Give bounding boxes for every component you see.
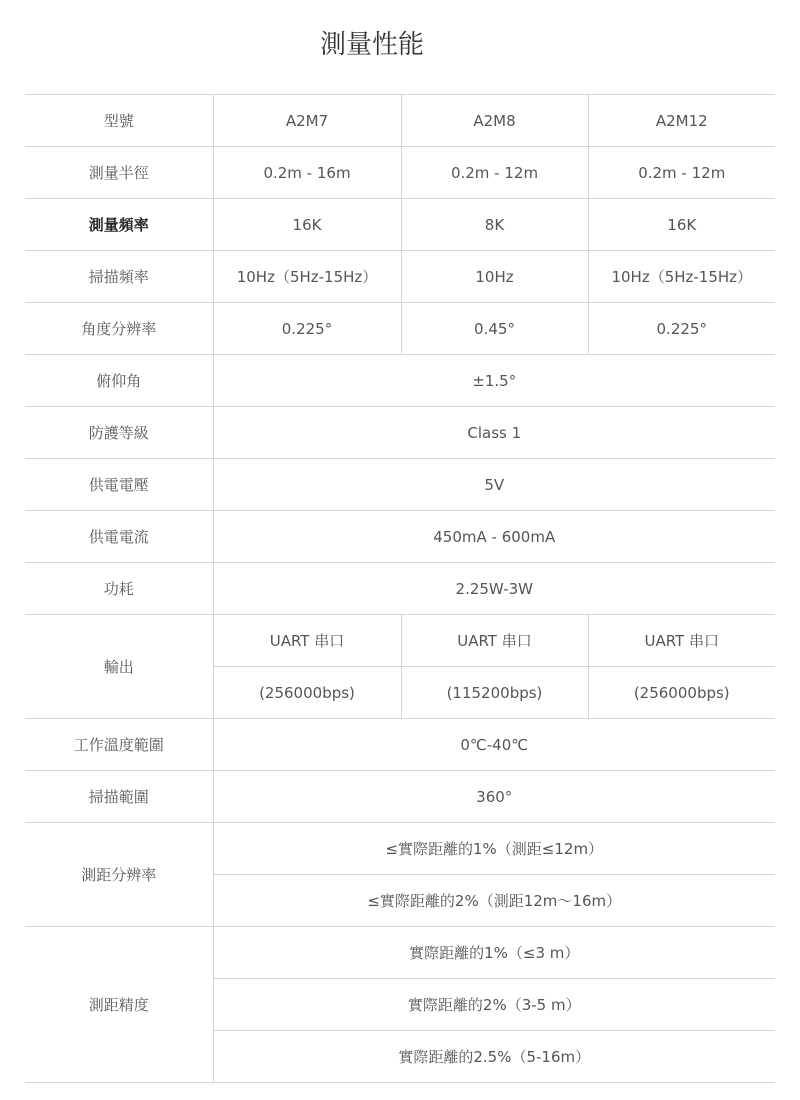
cell-a2m7: (256000bps) xyxy=(213,667,401,719)
row-label: 掃描範圍 xyxy=(25,771,213,823)
cell-a2m7: A2M7 xyxy=(213,95,401,147)
table-row-sample-rate xyxy=(25,199,775,251)
cell-a2m12: UART 串口 xyxy=(588,615,775,667)
table-row-angular-resolution xyxy=(25,303,775,355)
row-label: 工作溫度範圍 xyxy=(25,719,213,771)
cell-a2m12: (256000bps) xyxy=(588,667,775,719)
spec-table xyxy=(25,94,775,1083)
table-row-range xyxy=(25,147,775,199)
table-row-scan-rate xyxy=(25,251,775,303)
row-label: 功耗 xyxy=(25,563,213,615)
row-label: 輸出 xyxy=(25,615,213,719)
table-row-power xyxy=(25,563,775,615)
cell-shared: 5V xyxy=(213,459,775,511)
row-label: 供電電壓 xyxy=(25,459,213,511)
table-row-model xyxy=(25,95,775,147)
cell-a2m8: A2M8 xyxy=(401,95,588,147)
row-label: 供電電流 xyxy=(25,511,213,563)
row-label: 型號 xyxy=(25,95,213,147)
table-row-scan-range xyxy=(25,771,775,823)
row-label: 測距分辨率 xyxy=(25,823,213,927)
table-row-pitch xyxy=(25,355,775,407)
table-row-output xyxy=(25,615,775,667)
cell-shared: 0℃-40℃ xyxy=(213,719,775,771)
table-row-current xyxy=(25,511,775,563)
row-label: 測量頻率 xyxy=(25,199,213,251)
cell-shared: 2.25W-3W xyxy=(213,563,775,615)
cell-a2m12: 16K xyxy=(588,199,775,251)
cell-shared: 實際距離的2.5%（5-16m） xyxy=(213,1031,775,1083)
table-row-distance-resolution xyxy=(25,823,775,875)
cell-a2m12: 0.2m - 12m xyxy=(588,147,775,199)
cell-a2m8: (115200bps) xyxy=(401,667,588,719)
cell-shared: ±1.5° xyxy=(213,355,775,407)
cell-a2m8: 0.45° xyxy=(401,303,588,355)
cell-shared: 實際距離的1%（≤3 m） xyxy=(213,927,775,979)
cell-a2m7: 0.225° xyxy=(213,303,401,355)
page-title: 測量性能 xyxy=(319,30,424,60)
row-label: 測距精度 xyxy=(25,927,213,1083)
row-label: 掃描頻率 xyxy=(25,251,213,303)
cell-a2m7: UART 串口 xyxy=(213,615,401,667)
cell-shared: 實際距離的2%（3-5 m） xyxy=(213,979,775,1031)
cell-a2m8: UART 串口 xyxy=(401,615,588,667)
table-row-protection xyxy=(25,407,775,459)
row-label: 角度分辨率 xyxy=(25,303,213,355)
cell-a2m7: 16K xyxy=(213,199,401,251)
table-row-temperature xyxy=(25,719,775,771)
cell-a2m8: 10Hz xyxy=(401,251,588,303)
cell-shared: ≤實際距離的2%（測距12m～16m） xyxy=(213,875,775,927)
cell-a2m12: 10Hz（5Hz-15Hz） xyxy=(588,251,775,303)
cell-a2m12: A2M12 xyxy=(588,95,775,147)
table-row-accuracy xyxy=(25,927,775,979)
cell-a2m7: 10Hz（5Hz-15Hz） xyxy=(213,251,401,303)
cell-a2m7: 0.2m - 16m xyxy=(213,147,401,199)
table-row-voltage xyxy=(25,459,775,511)
cell-shared: 450mA - 600mA xyxy=(213,511,775,563)
cell-shared: 360° xyxy=(213,771,775,823)
cell-a2m8: 0.2m - 12m xyxy=(401,147,588,199)
row-label: 俯仰角 xyxy=(25,355,213,407)
cell-a2m8: 8K xyxy=(401,199,588,251)
row-label: 防護等級 xyxy=(25,407,213,459)
cell-a2m12: 0.225° xyxy=(588,303,775,355)
cell-shared: ≤實際距離的1%（測距≤12m） xyxy=(213,823,775,875)
row-label: 測量半徑 xyxy=(25,147,213,199)
cell-shared: Class 1 xyxy=(213,407,775,459)
